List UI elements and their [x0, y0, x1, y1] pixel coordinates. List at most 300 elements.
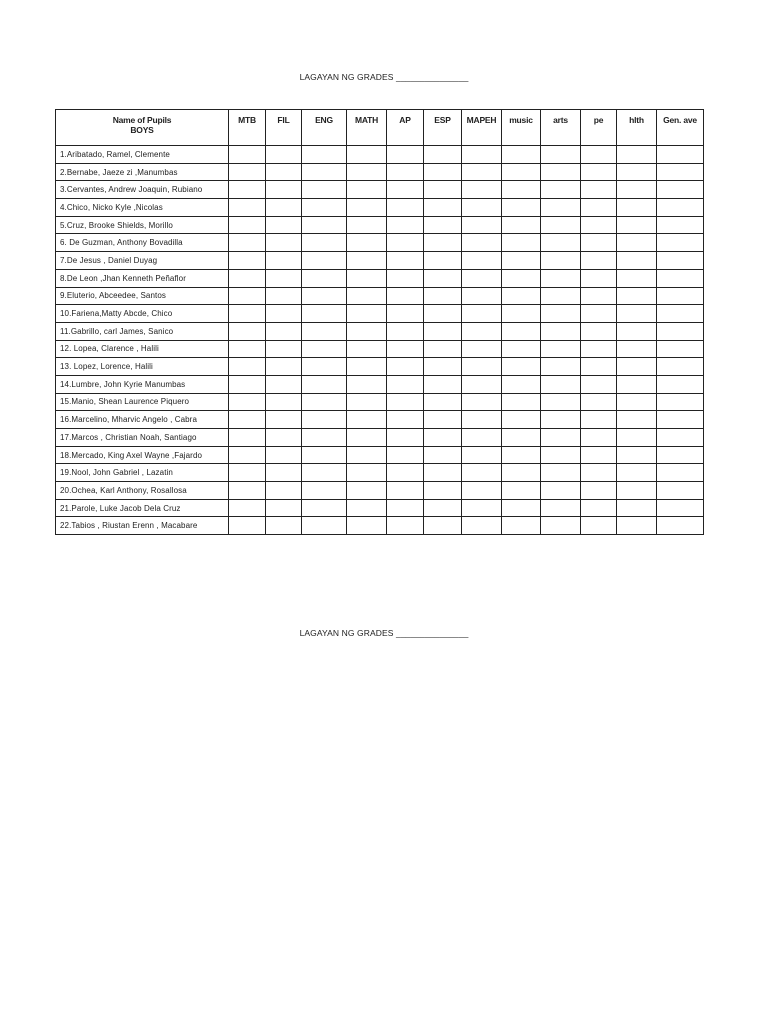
column-header-pe: pe: [581, 110, 617, 146]
grade-cell: [502, 499, 541, 517]
grade-cell: [387, 482, 424, 500]
grade-cell: [229, 252, 266, 270]
grade-cell: [462, 305, 502, 323]
table-header-row: [56, 110, 704, 146]
grade-cell: [424, 340, 462, 358]
grade-cell: [229, 393, 266, 411]
grade-cell: [541, 517, 581, 535]
grade-cell: [581, 393, 617, 411]
grade-cell: [302, 146, 347, 164]
table-row: [56, 446, 704, 464]
grade-cell: [617, 305, 657, 323]
grade-cell: [462, 252, 502, 270]
grade-cell: [462, 464, 502, 482]
grade-cell: [266, 163, 302, 181]
grade-cell: [462, 375, 502, 393]
grade-cell: [302, 340, 347, 358]
grade-cell: [302, 322, 347, 340]
grade-cell: [424, 358, 462, 376]
table-row: [56, 375, 704, 393]
grade-cell: [657, 269, 704, 287]
grade-cell: [617, 216, 657, 234]
grade-cell: [462, 429, 502, 447]
grade-cell: [617, 375, 657, 393]
grade-cell: [424, 375, 462, 393]
grade-cell: [266, 340, 302, 358]
grade-cell: [657, 163, 704, 181]
grade-cell: [541, 446, 581, 464]
grade-cell: [347, 216, 387, 234]
grade-cell: [229, 234, 266, 252]
grade-cell: [229, 375, 266, 393]
grade-cell: [617, 163, 657, 181]
table-row: [56, 393, 704, 411]
grade-cell: [229, 287, 266, 305]
table-row: [56, 340, 704, 358]
grade-cell: [347, 446, 387, 464]
grade-cell: [541, 482, 581, 500]
grade-cell: [581, 252, 617, 270]
grade-cell: [424, 305, 462, 323]
grade-cell: [424, 287, 462, 305]
table-row: [56, 216, 704, 234]
column-header-arts: arts: [541, 110, 581, 146]
grade-cell: [424, 234, 462, 252]
grade-cell: [387, 517, 424, 535]
grade-cell: [424, 517, 462, 535]
grade-cell: [462, 358, 502, 376]
grade-cell: [541, 429, 581, 447]
grade-cell: [347, 375, 387, 393]
grade-cell: [581, 287, 617, 305]
grade-cell: [617, 322, 657, 340]
grade-cell: [266, 216, 302, 234]
grade-cell: [387, 216, 424, 234]
grade-cell: [424, 269, 462, 287]
table-row: [56, 411, 704, 429]
grade-cell: [502, 411, 541, 429]
table-row: [56, 252, 704, 270]
grade-cell: [387, 199, 424, 217]
grade-cell: [266, 464, 302, 482]
grade-cell: [229, 181, 266, 199]
grade-cell: [302, 429, 347, 447]
table-row: [56, 305, 704, 323]
column-header-mapeh: MAPEH: [462, 110, 502, 146]
grade-cell: [502, 163, 541, 181]
table-row: [56, 287, 704, 305]
grade-cell: [617, 446, 657, 464]
grade-cell: [462, 411, 502, 429]
pupil-name-cell: 2.Bernabe, Jaeze zi ,Manumbas: [56, 163, 229, 181]
grade-cell: [347, 499, 387, 517]
grade-cell: [502, 234, 541, 252]
grade-cell: [229, 429, 266, 447]
grade-cell: [502, 287, 541, 305]
grade-cell: [424, 411, 462, 429]
grade-cell: [266, 252, 302, 270]
table-row: [56, 429, 704, 447]
grade-cell: [541, 375, 581, 393]
grade-cell: [657, 287, 704, 305]
grade-cell: [617, 340, 657, 358]
table-row: [56, 499, 704, 517]
grade-cell: [424, 482, 462, 500]
grade-cell: [424, 252, 462, 270]
grade-cell: [657, 340, 704, 358]
grade-cell: [657, 411, 704, 429]
grade-cell: [229, 411, 266, 429]
grade-cell: [266, 199, 302, 217]
grade-cell: [541, 322, 581, 340]
grade-cell: [657, 234, 704, 252]
grade-cell: [266, 234, 302, 252]
grade-cell: [502, 482, 541, 500]
pupil-name-cell: 7.De Jesus , Daniel Duyag: [56, 252, 229, 270]
grade-cell: [617, 429, 657, 447]
grade-cell: [657, 482, 704, 500]
pupil-name-cell: 16.Marcelino, Mharvic Angelo , Cabra: [56, 411, 229, 429]
grades-table: [55, 109, 704, 535]
grade-cell: [617, 393, 657, 411]
grade-cell: [502, 393, 541, 411]
column-header-esp: ESP: [424, 110, 462, 146]
grade-cell: [541, 340, 581, 358]
grade-cell: [424, 429, 462, 447]
grade-cell: [302, 163, 347, 181]
grade-cell: [266, 393, 302, 411]
grade-cell: [387, 322, 424, 340]
grade-cell: [387, 393, 424, 411]
pupil-name-cell: 18.Mercado, King Axel Wayne ,Fajardo: [56, 446, 229, 464]
grade-cell: [424, 163, 462, 181]
grade-cell: [347, 429, 387, 447]
grade-cell: [581, 482, 617, 500]
grade-cell: [581, 429, 617, 447]
table-row: [56, 269, 704, 287]
grade-cell: [387, 446, 424, 464]
grade-cell: [657, 446, 704, 464]
grade-cell: [581, 499, 617, 517]
grade-cell: [462, 234, 502, 252]
column-header-boys-label: BOYS: [130, 125, 154, 135]
grade-cell: [387, 464, 424, 482]
grade-cell: [229, 482, 266, 500]
grade-cell: [657, 429, 704, 447]
grade-cell: [581, 340, 617, 358]
grade-cell: [462, 269, 502, 287]
grade-cell: [462, 322, 502, 340]
grade-cell: [266, 411, 302, 429]
grade-cell: [462, 163, 502, 181]
grade-cell: [581, 305, 617, 323]
pupil-name-cell: 6. De Guzman, Anthony Bovadilla: [56, 234, 229, 252]
pupil-name-cell: 13. Lopez, Lorence, Halili: [56, 358, 229, 376]
grade-cell: [424, 499, 462, 517]
column-header-ap: AP: [387, 110, 424, 146]
grade-cell: [347, 269, 387, 287]
grade-cell: [502, 375, 541, 393]
grade-cell: [502, 146, 541, 164]
grade-cell: [581, 216, 617, 234]
grade-cell: [541, 252, 581, 270]
grade-cell: [229, 358, 266, 376]
grade-cell: [302, 446, 347, 464]
grade-cell: [347, 358, 387, 376]
grade-cell: [347, 252, 387, 270]
column-header-name: [56, 110, 229, 146]
grade-cell: [266, 305, 302, 323]
grade-cell: [229, 216, 266, 234]
grade-cell: [581, 375, 617, 393]
grade-cell: [229, 340, 266, 358]
grade-cell: [541, 411, 581, 429]
grade-cell: [424, 322, 462, 340]
grade-cell: [617, 287, 657, 305]
grade-cell: [302, 234, 347, 252]
document-title-top: LAGAYAN NG GRADES _______________: [299, 72, 469, 82]
pupil-name-cell: 1.Aribatado, Ramel, Clemente: [56, 146, 229, 164]
grade-cell: [502, 269, 541, 287]
grade-cell: [266, 446, 302, 464]
grade-cell: [502, 305, 541, 323]
grade-cell: [347, 234, 387, 252]
grade-cell: [581, 146, 617, 164]
grade-cell: [541, 234, 581, 252]
grade-cell: [347, 393, 387, 411]
grade-cell: [581, 517, 617, 535]
grade-cell: [302, 464, 347, 482]
grade-cell: [581, 163, 617, 181]
grade-cell: [229, 163, 266, 181]
grade-cell: [302, 199, 347, 217]
grade-cell: [387, 411, 424, 429]
grade-cell: [617, 269, 657, 287]
pupil-name-cell: 9.Eluterio, Abceedee, Santos: [56, 287, 229, 305]
grade-cell: [347, 287, 387, 305]
grade-cell: [617, 252, 657, 270]
grade-cell: [266, 429, 302, 447]
pupil-name-cell: 14.Lumbre, John Kyrie Manumbas: [56, 375, 229, 393]
grade-cell: [302, 375, 347, 393]
grade-cell: [541, 163, 581, 181]
grade-cell: [617, 181, 657, 199]
pupil-name-cell: 5.Cruz, Brooke Shields, Morillo: [56, 216, 229, 234]
grade-cell: [302, 181, 347, 199]
grade-cell: [462, 287, 502, 305]
grade-cell: [541, 499, 581, 517]
grade-cell: [657, 464, 704, 482]
grade-cell: [541, 358, 581, 376]
grade-cell: [387, 234, 424, 252]
grade-cell: [302, 305, 347, 323]
column-header-hlth: hlth: [617, 110, 657, 146]
grade-cell: [502, 252, 541, 270]
grade-cell: [266, 322, 302, 340]
grade-cell: [657, 181, 704, 199]
table-row: [56, 517, 704, 535]
grade-cell: [266, 482, 302, 500]
grade-cell: [581, 411, 617, 429]
pupil-name-cell: 4.Chico, Nicko Kyle ,Nicolas: [56, 199, 229, 217]
grade-cell: [541, 216, 581, 234]
table-body: [56, 146, 704, 535]
table-row: [56, 146, 704, 164]
grade-cell: [581, 234, 617, 252]
grade-cell: [462, 216, 502, 234]
grade-cell: [657, 146, 704, 164]
grade-cell: [387, 181, 424, 199]
grade-cell: [617, 358, 657, 376]
grade-cell: [657, 322, 704, 340]
table-row: [56, 358, 704, 376]
grade-cell: [347, 146, 387, 164]
grade-cell: [541, 199, 581, 217]
pupil-name-cell: 15.Manio, Shean Laurence Piquero: [56, 393, 229, 411]
grade-cell: [424, 446, 462, 464]
column-header-music: music: [502, 110, 541, 146]
pupil-name-cell: 8.De Leon ,Jhan Kenneth Peñaflor: [56, 269, 229, 287]
grade-cell: [302, 358, 347, 376]
grade-cell: [424, 146, 462, 164]
grade-cell: [229, 464, 266, 482]
grade-cell: [229, 322, 266, 340]
grade-cell: [266, 181, 302, 199]
grade-cell: [266, 375, 302, 393]
grade-cell: [424, 464, 462, 482]
grade-cell: [502, 322, 541, 340]
grade-cell: [347, 482, 387, 500]
grade-cell: [502, 517, 541, 535]
grade-cell: [657, 375, 704, 393]
grade-cell: [541, 305, 581, 323]
grade-cell: [347, 411, 387, 429]
table-row: [56, 464, 704, 482]
grade-cell: [424, 216, 462, 234]
grade-cell: [387, 163, 424, 181]
grade-cell: [657, 252, 704, 270]
grade-cell: [266, 358, 302, 376]
grade-cell: [229, 446, 266, 464]
grade-cell: [541, 393, 581, 411]
grade-cell: [302, 252, 347, 270]
pupil-name-cell: 11.Gabrillo, carl James, Sanico: [56, 322, 229, 340]
grade-cell: [302, 411, 347, 429]
grade-cell: [462, 181, 502, 199]
grade-cell: [387, 252, 424, 270]
grade-cell: [581, 181, 617, 199]
grade-cell: [462, 517, 502, 535]
grade-cell: [502, 181, 541, 199]
grade-cell: [617, 199, 657, 217]
table-row: [56, 199, 704, 217]
grade-cell: [302, 287, 347, 305]
grade-cell: [657, 499, 704, 517]
column-header-math: MATH: [347, 110, 387, 146]
grade-cell: [617, 146, 657, 164]
grade-cell: [541, 146, 581, 164]
pupil-name-cell: 21.Parole, Luke Jacob Dela Cruz: [56, 499, 229, 517]
grade-cell: [266, 269, 302, 287]
table-row: [56, 482, 704, 500]
grade-cell: [462, 146, 502, 164]
grade-cell: [581, 322, 617, 340]
grade-cell: [347, 322, 387, 340]
grade-cell: [541, 287, 581, 305]
grade-cell: [347, 517, 387, 535]
grade-cell: [229, 305, 266, 323]
grade-cell: [266, 499, 302, 517]
pupil-name-cell: 20.Ochea, Karl Anthony, Rosallosa: [56, 482, 229, 500]
grade-cell: [462, 340, 502, 358]
grade-cell: [387, 287, 424, 305]
pupil-name-cell: 17.Marcos , Christian Noah, Santiago: [56, 429, 229, 447]
grade-cell: [581, 269, 617, 287]
grade-cell: [424, 393, 462, 411]
grade-cell: [581, 446, 617, 464]
grade-cell: [302, 482, 347, 500]
grade-cell: [266, 146, 302, 164]
grade-cell: [387, 340, 424, 358]
grade-cell: [541, 269, 581, 287]
grade-cell: [657, 199, 704, 217]
table-row: [56, 322, 704, 340]
grade-cell: [302, 216, 347, 234]
grade-cell: [302, 393, 347, 411]
column-header-gen-ave: Gen. ave: [657, 110, 704, 146]
grade-cell: [617, 499, 657, 517]
grade-cell: [617, 411, 657, 429]
grade-cell: [229, 499, 266, 517]
grade-cell: [302, 517, 347, 535]
grade-cell: [581, 358, 617, 376]
grade-cell: [502, 199, 541, 217]
grade-cell: [229, 199, 266, 217]
pupil-name-cell: 10.Fariena,Matty Abcde, Chico: [56, 305, 229, 323]
grade-cell: [387, 269, 424, 287]
column-header-name-label: Name of Pupils: [112, 115, 172, 125]
grade-cell: [502, 216, 541, 234]
grade-cell: [424, 199, 462, 217]
pupil-name-cell: 3.Cervantes, Andrew Joaquin, Rubiano: [56, 181, 229, 199]
grade-cell: [347, 181, 387, 199]
grade-cell: [302, 499, 347, 517]
grade-cell: [462, 393, 502, 411]
pupil-name-cell: 19.Nool, John Gabriel , Lazatin: [56, 464, 229, 482]
grade-cell: [502, 340, 541, 358]
grade-cell: [266, 517, 302, 535]
grade-cell: [657, 305, 704, 323]
grade-cell: [387, 375, 424, 393]
grade-cell: [302, 269, 347, 287]
grade-cell: [229, 269, 266, 287]
grade-cell: [581, 199, 617, 217]
grade-cell: [347, 464, 387, 482]
grade-cell: [502, 429, 541, 447]
grade-cell: [347, 305, 387, 323]
table-row: [56, 181, 704, 199]
grade-cell: [387, 429, 424, 447]
grade-cell: [462, 499, 502, 517]
grade-cell: [347, 199, 387, 217]
table-row: [56, 163, 704, 181]
pupil-name-cell: 22.Tabios , Riustan Erenn , Macabare: [56, 517, 229, 535]
grade-cell: [657, 517, 704, 535]
grade-cell: [462, 446, 502, 464]
column-header-mtb: MTB: [229, 110, 266, 146]
grade-cell: [266, 287, 302, 305]
grade-cell: [462, 199, 502, 217]
